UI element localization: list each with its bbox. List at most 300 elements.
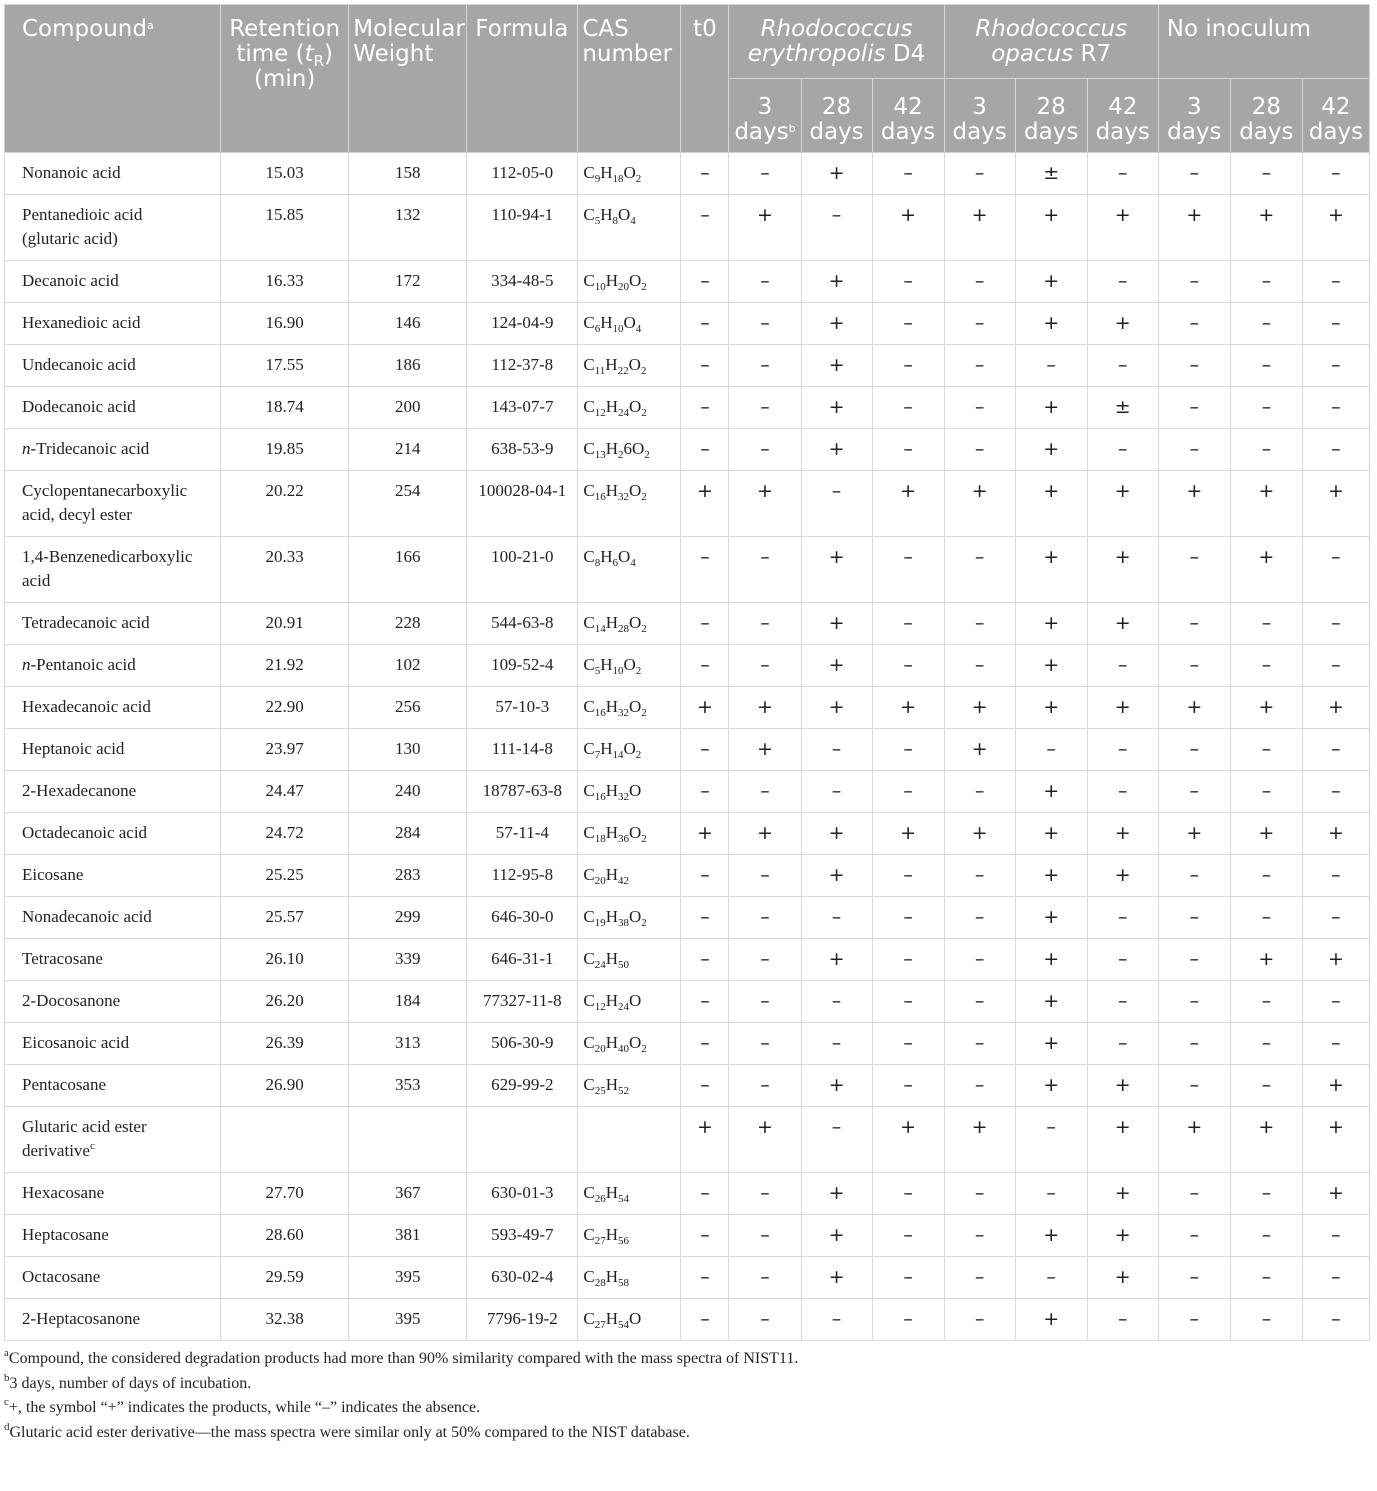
header-group-opacus: Rhodococcus opacus R7 <box>944 5 1158 79</box>
table-container <box>4 4 1370 1445</box>
mark-cell: – <box>944 387 1015 429</box>
mark-cell: – <box>1302 1023 1369 1065</box>
mark-cell: + <box>801 645 872 687</box>
mark-t0: + <box>681 1107 729 1173</box>
header-group-erythropolis: Rhodococcus erythropolis D4 <box>729 5 944 79</box>
mark-cell: + <box>1015 1065 1087 1107</box>
mark-cell: + <box>872 1107 944 1173</box>
footnote: $^c$+, the symbol “+” indicates the products, while “–” indicates the absence. <box>4 1396 481 1416</box>
molecular-weight: 132 <box>349 195 467 261</box>
mark-cell: – <box>801 897 872 939</box>
mark-cell: – <box>1158 261 1230 303</box>
compound-name: Pentanedioic acid (glutaric acid) <box>5 195 221 261</box>
mark-t0: – <box>681 645 729 687</box>
mark-cell: – <box>1158 1173 1230 1215</box>
mark-cell: – <box>872 429 944 471</box>
compound-name: Decanoic acid <box>5 261 221 303</box>
mark-cell: – <box>1087 153 1158 195</box>
footnote: $^a$Compound, the considered degradation products had more than 90% similarity compared with the mass spectra of NIST11. <box>4 1347 799 1367</box>
header-formula: Formula <box>467 5 578 153</box>
mark-cell: – <box>1302 855 1369 897</box>
footnotes <box>4 1341 1370 1445</box>
mark-cell: + <box>944 471 1015 537</box>
mark-cell: + <box>729 1107 801 1173</box>
formula: $C_{18}H_{36}O_2$ <box>578 813 681 855</box>
retention-time: 26.10 <box>221 939 349 981</box>
mark-cell: – <box>1230 387 1302 429</box>
molecular-weight: 186 <box>349 345 467 387</box>
mark-cell: + <box>1015 939 1087 981</box>
mark-cell: – <box>1158 981 1230 1023</box>
mark-cell: – <box>1302 303 1369 345</box>
mark-cell: + <box>1087 1257 1158 1299</box>
cas-number: 18787-63-8 <box>467 771 578 813</box>
mark-cell: – <box>1302 153 1369 195</box>
compound-name: 2-Heptacosanone <box>5 1299 221 1341</box>
formula: $C_{27}H_{56}$ <box>578 1215 681 1257</box>
mark-cell: – <box>1302 1215 1369 1257</box>
header-day-cell: 42 days <box>872 79 944 153</box>
mark-cell: – <box>729 645 801 687</box>
retention-time: 26.39 <box>221 1023 349 1065</box>
mark-cell: + <box>801 603 872 645</box>
mark-cell: + <box>1087 303 1158 345</box>
formula: $C_{16}H_{32}O_2$ <box>578 687 681 729</box>
mark-cell: – <box>1230 1257 1302 1299</box>
mark-cell: + <box>801 303 872 345</box>
mark-cell: – <box>1015 345 1087 387</box>
retention-time: 27.70 <box>221 1173 349 1215</box>
table-row <box>5 261 1370 303</box>
mark-cell: + <box>1087 813 1158 855</box>
table-row <box>5 345 1370 387</box>
mark-cell: – <box>872 303 944 345</box>
mark-cell: + <box>1302 813 1369 855</box>
mark-t0: – <box>681 1257 729 1299</box>
table-row <box>5 1023 1370 1065</box>
molecular-weight: 240 <box>349 771 467 813</box>
mark-cell: + <box>1302 195 1369 261</box>
cas-number: 334-48-5 <box>467 261 578 303</box>
cas-number: 506-30-9 <box>467 1023 578 1065</box>
mark-t0: – <box>681 855 729 897</box>
mark-cell: + <box>872 687 944 729</box>
mark-cell: – <box>1302 1257 1369 1299</box>
compound-name: Dodecanoic acid <box>5 387 221 429</box>
formula: $C_{25}H_{52}$ <box>578 1065 681 1107</box>
mark-t0: – <box>681 897 729 939</box>
mark-cell: – <box>1087 429 1158 471</box>
mark-cell: – <box>1158 855 1230 897</box>
mark-cell: + <box>801 345 872 387</box>
mark-cell: – <box>1158 303 1230 345</box>
mark-t0: – <box>681 195 729 261</box>
mark-t0: – <box>681 603 729 645</box>
retention-time: 15.03 <box>221 153 349 195</box>
retention-time <box>221 1107 349 1173</box>
formula: $C_6H_{10}O_4$ <box>578 303 681 345</box>
mark-cell: – <box>872 1215 944 1257</box>
cas-number: 593-49-7 <box>467 1215 578 1257</box>
compound-name: Octacosane <box>5 1257 221 1299</box>
mark-cell: – <box>1230 1023 1302 1065</box>
mark-cell: – <box>1087 1023 1158 1065</box>
table-row <box>5 303 1370 345</box>
mark-cell: – <box>801 1299 872 1341</box>
mark-t0: – <box>681 537 729 603</box>
mark-cell: + <box>1087 471 1158 537</box>
molecular-weight: 353 <box>349 1065 467 1107</box>
table-row <box>5 1299 1370 1341</box>
mark-cell: + <box>729 687 801 729</box>
mark-t0: – <box>681 939 729 981</box>
molecular-weight: 130 <box>349 729 467 771</box>
mark-cell: + <box>801 687 872 729</box>
table-row <box>5 771 1370 813</box>
mark-cell: – <box>944 645 1015 687</box>
mark-cell: – <box>1230 153 1302 195</box>
retention-time: 20.33 <box>221 537 349 603</box>
cas-number: 646-30-0 <box>467 897 578 939</box>
mark-t0: – <box>681 261 729 303</box>
mark-cell: – <box>801 1107 872 1173</box>
mark-cell: – <box>944 1257 1015 1299</box>
mark-cell: – <box>729 303 801 345</box>
mark-cell: – <box>1230 345 1302 387</box>
mark-cell: – <box>1302 387 1369 429</box>
footnote: $^d$Glutaric acid ester derivative—the mass spectra were similar only at 50% compared to the NIST database. <box>4 1420 690 1441</box>
mark-cell: – <box>1302 1299 1369 1341</box>
molecular-weight: 299 <box>349 897 467 939</box>
mark-cell: – <box>729 261 801 303</box>
formula <box>578 1107 681 1173</box>
mark-cell: – <box>801 195 872 261</box>
mark-cell: + <box>1230 939 1302 981</box>
mark-cell: – <box>1087 261 1158 303</box>
mark-cell: + <box>1015 645 1087 687</box>
retention-time: 22.90 <box>221 687 349 729</box>
mark-cell: + <box>872 471 944 537</box>
cas-number: 7796-19-2 <box>467 1299 578 1341</box>
mark-cell: – <box>1087 729 1158 771</box>
mark-cell: – <box>1158 897 1230 939</box>
compound-name: Nonadecanoic acid <box>5 897 221 939</box>
mark-cell: + <box>801 261 872 303</box>
mark-cell: – <box>729 537 801 603</box>
formula: $C_{14}H_{28}O_2$ <box>578 603 681 645</box>
mark-cell: – <box>1015 1257 1087 1299</box>
molecular-weight: 339 <box>349 939 467 981</box>
retention-time: 26.20 <box>221 981 349 1023</box>
compounds-table <box>4 4 1370 1341</box>
formula: $C_{28}H_{58}$ <box>578 1257 681 1299</box>
cas-number: 112-37-8 <box>467 345 578 387</box>
mark-cell: – <box>1230 1065 1302 1107</box>
cas-number: 100-21-0 <box>467 537 578 603</box>
mark-cell: – <box>1230 855 1302 897</box>
mark-cell: + <box>1015 981 1087 1023</box>
table-row <box>5 981 1370 1023</box>
header-cas-number: CAS number <box>578 5 681 153</box>
header-group-no-inoculum: No inoculum <box>1158 5 1369 79</box>
mark-t0: – <box>681 771 729 813</box>
mark-cell: + <box>1087 1215 1158 1257</box>
mark-cell: + <box>1087 1173 1158 1215</box>
compound-name: Pentacosane <box>5 1065 221 1107</box>
table-header <box>5 5 1370 153</box>
mark-cell: + <box>1087 603 1158 645</box>
mark-cell: + <box>801 813 872 855</box>
mark-cell: – <box>729 153 801 195</box>
cas-number: 57-11-4 <box>467 813 578 855</box>
mark-cell: – <box>1158 387 1230 429</box>
mark-cell: – <box>872 1173 944 1215</box>
retention-time: 15.85 <box>221 195 349 261</box>
mark-cell: + <box>1015 897 1087 939</box>
retention-time: 24.47 <box>221 771 349 813</box>
mark-cell: + <box>1015 303 1087 345</box>
compound-name: Heptacosane <box>5 1215 221 1257</box>
formula: $C_{27}H_{54}O$ <box>578 1299 681 1341</box>
mark-cell: + <box>801 429 872 471</box>
compound-name: 2-Docosanone <box>5 981 221 1023</box>
mark-cell: + <box>1158 1107 1230 1173</box>
mark-cell: + <box>1087 855 1158 897</box>
mark-cell: – <box>1158 429 1230 471</box>
header-day-cell: 3 days <box>1158 79 1230 153</box>
mark-cell: – <box>1158 645 1230 687</box>
mark-cell: – <box>801 729 872 771</box>
mark-cell: – <box>872 981 944 1023</box>
mark-cell: + <box>801 537 872 603</box>
mark-cell: + <box>729 471 801 537</box>
mark-cell: – <box>944 855 1015 897</box>
molecular-weight: 284 <box>349 813 467 855</box>
mark-cell: + <box>1302 471 1369 537</box>
mark-cell: + <box>801 1173 872 1215</box>
molecular-weight: 395 <box>349 1299 467 1341</box>
mark-cell: – <box>729 1173 801 1215</box>
mark-cell: – <box>944 1299 1015 1341</box>
retention-time: 25.57 <box>221 897 349 939</box>
cas-number: 77327-11-8 <box>467 981 578 1023</box>
retention-time: 32.38 <box>221 1299 349 1341</box>
table-row <box>5 195 1370 261</box>
mark-t0: + <box>681 687 729 729</box>
cas-number: 57-10-3 <box>467 687 578 729</box>
mark-cell: + <box>872 195 944 261</box>
mark-cell: + <box>1015 195 1087 261</box>
table-row <box>5 1257 1370 1299</box>
table-row <box>5 471 1370 537</box>
mark-cell: + <box>1087 537 1158 603</box>
compound-name: Nonanoic acid <box>5 153 221 195</box>
cas-number: 544-63-8 <box>467 603 578 645</box>
table-body <box>5 153 1370 1341</box>
compound-name: n-Tridecanoic acid <box>5 429 221 471</box>
retention-time: 20.91 <box>221 603 349 645</box>
compound-name: Hexadecanoic acid <box>5 687 221 729</box>
compound-name: Hexanedioic acid <box>5 303 221 345</box>
compound-name: 1,4-Benzenedicarboxylic acid <box>5 537 221 603</box>
mark-cell: – <box>1230 771 1302 813</box>
formula: $C_{26}H_{54}$ <box>578 1173 681 1215</box>
mark-cell: – <box>1302 771 1369 813</box>
mark-cell: + <box>944 813 1015 855</box>
mark-cell: – <box>1158 729 1230 771</box>
mark-cell: + <box>801 855 872 897</box>
mark-cell: ± <box>1087 387 1158 429</box>
mark-cell: + <box>1015 813 1087 855</box>
mark-cell: – <box>1230 729 1302 771</box>
mark-cell: – <box>1158 1023 1230 1065</box>
mark-cell: – <box>1087 897 1158 939</box>
cas-number: 110-94-1 <box>467 195 578 261</box>
header-day-cell: 28 days <box>1015 79 1087 153</box>
mark-cell: – <box>872 855 944 897</box>
mark-t0: – <box>681 387 729 429</box>
mark-t0: – <box>681 1023 729 1065</box>
mark-cell: – <box>1087 939 1158 981</box>
mark-cell: – <box>872 537 944 603</box>
retention-time: 19.85 <box>221 429 349 471</box>
compound-name: Cyclopentanecarboxylic acid, decyl ester <box>5 471 221 537</box>
mark-cell: + <box>801 387 872 429</box>
retention-time: 24.72 <box>221 813 349 855</box>
formula: $C_{11}H_{22}O_2$ <box>578 345 681 387</box>
mark-cell: – <box>1302 897 1369 939</box>
compound-name: Tetradecanoic acid <box>5 603 221 645</box>
mark-cell: + <box>944 1107 1015 1173</box>
cas-number: 646-31-1 <box>467 939 578 981</box>
mark-cell: + <box>1015 855 1087 897</box>
footnote: $^b$3 days, number of days of incubation. <box>4 1371 252 1392</box>
mark-t0: + <box>681 471 729 537</box>
molecular-weight: 214 <box>349 429 467 471</box>
mark-cell: – <box>801 471 872 537</box>
molecular-weight: 146 <box>349 303 467 345</box>
table-row <box>5 1215 1370 1257</box>
mark-cell: – <box>944 153 1015 195</box>
molecular-weight: 228 <box>349 603 467 645</box>
mark-cell: – <box>1087 645 1158 687</box>
mark-cell: – <box>1302 345 1369 387</box>
mark-cell: – <box>729 1299 801 1341</box>
mark-cell: + <box>1302 1173 1369 1215</box>
compound-name: Glutaric acid ester derivative$^c$ <box>5 1107 221 1173</box>
mark-cell: + <box>1015 771 1087 813</box>
mark-cell: + <box>1158 471 1230 537</box>
molecular-weight: 184 <box>349 981 467 1023</box>
compound-name: Tetracosane <box>5 939 221 981</box>
mark-cell: + <box>1158 813 1230 855</box>
mark-cell: – <box>1158 1065 1230 1107</box>
cas-number: 630-02-4 <box>467 1257 578 1299</box>
mark-cell: + <box>1015 687 1087 729</box>
mark-cell: + <box>1087 1107 1158 1173</box>
mark-cell: + <box>944 687 1015 729</box>
mark-cell: – <box>729 1215 801 1257</box>
compound-name: Hexacosane <box>5 1173 221 1215</box>
mark-cell: + <box>801 1215 872 1257</box>
mark-cell: – <box>872 1023 944 1065</box>
formula: $C_7H_{14}O_2$ <box>578 729 681 771</box>
cas-number: 111-14-8 <box>467 729 578 771</box>
cas-number: 109-52-4 <box>467 645 578 687</box>
mark-cell: + <box>729 729 801 771</box>
mark-t0: – <box>681 1299 729 1341</box>
formula: $C_5H_{10}O_2$ <box>578 645 681 687</box>
mark-cell: – <box>872 1257 944 1299</box>
mark-cell: – <box>944 261 1015 303</box>
mark-cell: – <box>1158 771 1230 813</box>
table-row <box>5 645 1370 687</box>
mark-cell: – <box>1158 1257 1230 1299</box>
mark-cell: – <box>944 1023 1015 1065</box>
compound-name: Undecanoic acid <box>5 345 221 387</box>
cas-number <box>467 1107 578 1173</box>
molecular-weight: 102 <box>349 645 467 687</box>
cas-number: 143-07-7 <box>467 387 578 429</box>
header-day-cell: 28 days <box>801 79 872 153</box>
retention-time: 25.25 <box>221 855 349 897</box>
mark-cell: – <box>872 1299 944 1341</box>
mark-cell: + <box>944 729 1015 771</box>
mark-cell: – <box>944 429 1015 471</box>
molecular-weight: 158 <box>349 153 467 195</box>
mark-cell: – <box>729 1257 801 1299</box>
mark-cell: – <box>729 429 801 471</box>
mark-t0: – <box>681 303 729 345</box>
mark-t0: – <box>681 981 729 1023</box>
mark-t0: – <box>681 1215 729 1257</box>
mark-cell: – <box>1158 345 1230 387</box>
mark-cell: + <box>801 939 872 981</box>
compound-name: Eicosane <box>5 855 221 897</box>
cas-number: 630-01-3 <box>467 1173 578 1215</box>
mark-cell: – <box>872 261 944 303</box>
mark-cell: – <box>1230 645 1302 687</box>
mark-cell: – <box>729 345 801 387</box>
mark-cell: – <box>1158 603 1230 645</box>
mark-cell: + <box>1302 1107 1369 1173</box>
cas-number: 112-05-0 <box>467 153 578 195</box>
retention-time: 16.90 <box>221 303 349 345</box>
mark-cell: – <box>872 897 944 939</box>
formula: $C_{12}H_{24}O_2$ <box>578 387 681 429</box>
mark-cell: + <box>872 813 944 855</box>
mark-cell: – <box>944 939 1015 981</box>
table-row <box>5 537 1370 603</box>
header-day-cell: 28 days <box>1230 79 1302 153</box>
mark-cell: – <box>801 771 872 813</box>
mark-cell: – <box>1230 603 1302 645</box>
table-row <box>5 939 1370 981</box>
retention-time: 18.74 <box>221 387 349 429</box>
mark-cell: – <box>729 981 801 1023</box>
cas-number: 629-99-2 <box>467 1065 578 1107</box>
header-day-cell: 3 days$^b$ <box>729 79 801 153</box>
table-row <box>5 855 1370 897</box>
mark-cell: – <box>872 771 944 813</box>
mark-cell: – <box>729 897 801 939</box>
mark-cell: – <box>1302 645 1369 687</box>
mark-t0: – <box>681 153 729 195</box>
mark-cell: + <box>1087 1065 1158 1107</box>
formula: $C_8H_6O_4$ <box>578 537 681 603</box>
mark-cell: + <box>1087 687 1158 729</box>
retention-time: 17.55 <box>221 345 349 387</box>
